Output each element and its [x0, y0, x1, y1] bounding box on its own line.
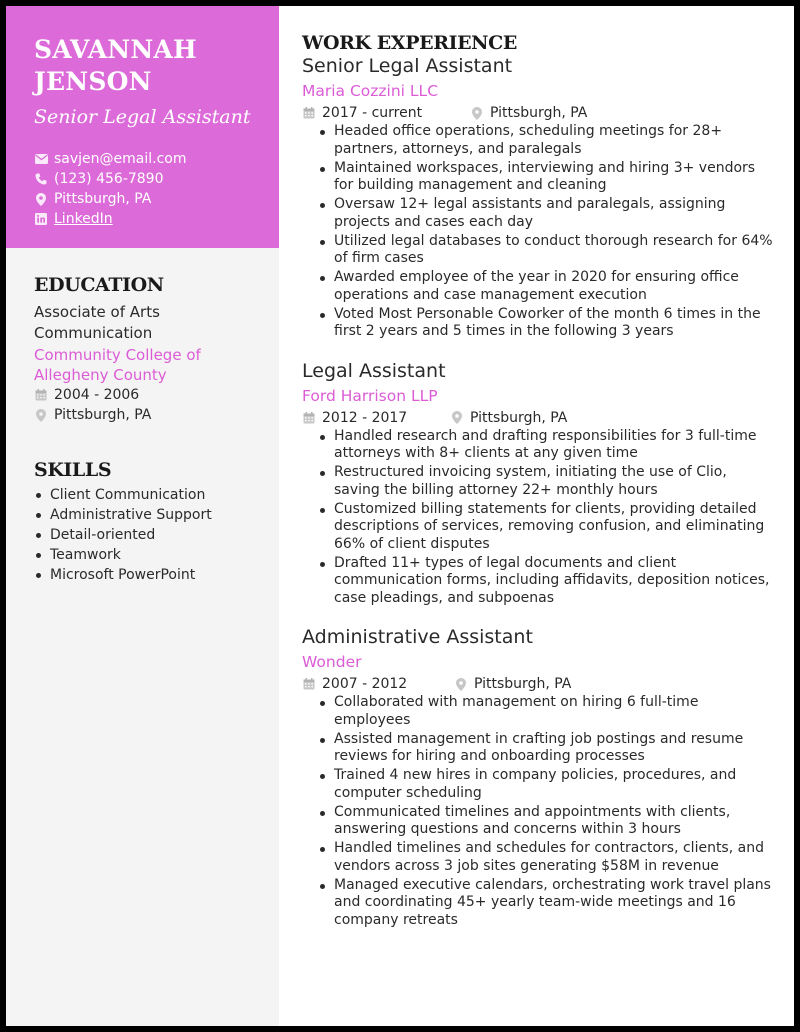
bullet-item: Drafted 11+ types of legal documents and client communication forms, including affidavits, deposition notices, case pleadings, and subpoenas	[318, 555, 777, 608]
location-text: Pittsburgh, PA	[54, 191, 152, 207]
sidebar-body	[6, 274, 279, 585]
school-name	[34, 345, 251, 385]
job-location-text: Pittsburgh, PA	[470, 409, 568, 426]
map-pin-icon	[470, 107, 484, 120]
job-dates	[302, 675, 454, 693]
linkedin-icon	[34, 213, 48, 225]
bullet-item: Handled timelines and schedules for contractors, clients, and vendors across 3 job sites generating $58M in revenue	[318, 840, 777, 875]
calendar-icon	[302, 678, 316, 690]
school-line-1: Community College of	[34, 346, 201, 364]
skill-item: Detail-oriented	[34, 525, 251, 545]
company-name: Ford Harrison LLP	[302, 386, 438, 405]
job-entry	[302, 359, 777, 608]
bullet-item: Customized billing statements for clients, providing detailed descriptions of services, removing confusion, and eliminating 66% of client disputes	[318, 501, 777, 554]
skill-item: Client Communication	[34, 485, 251, 505]
job-bullets	[302, 428, 777, 608]
job-meta	[302, 409, 777, 427]
skills-list	[34, 485, 251, 585]
degree	[34, 302, 251, 344]
bullet-item: Restructured invoicing system, initiating the use of Clio, saving the billing attorney 22+ monthly hours	[318, 464, 777, 499]
job-location	[470, 104, 587, 122]
bullet-item: Oversaw 12+ legal assistants and paralegals, assigning projects and cases each day	[318, 196, 777, 231]
resume-page	[6, 6, 794, 1026]
skill-item: Microsoft PowerPoint	[34, 565, 251, 585]
job-title: Senior Legal Assistant	[302, 55, 513, 77]
candidate-name	[34, 34, 279, 98]
bullet-item: Headed office operations, scheduling meetings for 28+ partners, attorneys, and paralegals	[318, 123, 777, 158]
calendar-icon	[302, 412, 316, 424]
map-pin-icon	[454, 678, 468, 691]
job-entry	[302, 54, 777, 341]
phone-text: (123) 456-7890	[54, 171, 164, 187]
contact-email[interactable]	[34, 149, 279, 169]
degree-line-2: Communication	[34, 324, 153, 342]
job-bullets	[302, 123, 777, 341]
education-dates-text: 2004 - 2006	[54, 387, 140, 403]
name-line-2: JENSON	[34, 67, 152, 96]
school-line-2: Allegheny County	[34, 366, 167, 384]
map-pin-icon	[34, 193, 48, 206]
phone-icon	[34, 173, 48, 185]
bullet-item: Communicated timelines and appointments with clients, answering questions and concerns within 3 hours	[318, 804, 777, 839]
bullet-item: Assisted management in crafting job postings and resume reviews for hiring and onboarding processes	[318, 731, 777, 766]
contact-phone[interactable]	[34, 169, 279, 189]
contact-location	[34, 189, 279, 209]
job-dates-text: 2007 - 2012	[322, 676, 408, 692]
bullet-item: Voted Most Personable Coworker of the month 6 times in the first 2 years and 5 times in the following 3 years	[318, 306, 777, 341]
job-dates-text: 2012 - 2017	[322, 409, 408, 426]
calendar-icon	[34, 389, 48, 401]
skill-item: Administrative Support	[34, 505, 251, 525]
job-location-text: Pittsburgh, PA	[490, 105, 588, 121]
bullet-item: Awarded employee of the year in 2020 for ensuring office operations and case management execution	[318, 269, 777, 304]
job-location-text: Pittsburgh, PA	[474, 676, 572, 692]
map-pin-icon	[34, 409, 48, 422]
linkedin-link[interactable]: LinkedIn	[54, 211, 113, 227]
calendar-icon	[302, 107, 316, 119]
company-name: Wonder	[302, 653, 362, 671]
main-content	[302, 6, 777, 931]
contact-list	[34, 149, 279, 229]
bullet-item: Utilized legal databases to conduct thorough research for 64% of firm cases	[318, 233, 777, 268]
bullet-item: Handled research and drafting responsibilities for 3 full-time attorneys with 8+ clients at any given time	[318, 428, 777, 463]
job-bullets	[302, 694, 777, 929]
job-meta	[302, 675, 777, 693]
bullet-item: Maintained workspaces, interviewing and hiring 3+ vendors for building management and cleaning	[318, 160, 777, 195]
job-title: Legal Assistant	[302, 359, 446, 382]
job-entry	[302, 625, 777, 929]
job-location	[454, 675, 571, 693]
envelope-icon	[34, 154, 48, 164]
skills-heading: SKILLS	[34, 459, 112, 481]
skill-item: Teamwork	[34, 545, 251, 565]
sidebar	[6, 6, 279, 1026]
work-experience-heading: WORK EXPERIENCE	[302, 32, 517, 54]
education-dates	[34, 385, 251, 405]
job-location	[450, 409, 567, 427]
email-text: savjen@email.com	[54, 151, 187, 167]
education-heading: EDUCATION	[34, 274, 164, 296]
job-dates	[302, 409, 450, 427]
education-location-text: Pittsburgh, PA	[54, 407, 152, 423]
job-title: Administrative Assistant	[302, 626, 533, 648]
degree-line-1: Associate of Arts	[34, 303, 160, 321]
candidate-title: Senior Legal Assistant	[34, 106, 251, 128]
job-dates-text: 2017 - current	[322, 105, 423, 121]
education-location	[34, 405, 251, 425]
job-dates	[302, 104, 470, 122]
profile-header	[6, 6, 279, 248]
contact-linkedin[interactable]	[34, 209, 279, 229]
job-meta	[302, 104, 777, 122]
company-name: Maria Cozzini LLC	[302, 82, 439, 100]
map-pin-icon	[450, 411, 464, 424]
name-line-1: SAVANNAH	[34, 35, 197, 64]
bullet-item: Managed executive calendars, orchestrating work travel plans and coordinating 45+ yearly team-wide meetings and 16 company retreats	[318, 877, 777, 930]
bullet-item: Trained 4 new hires in company policies, procedures, and computer scheduling	[318, 767, 777, 802]
bullet-item: Collaborated with management on hiring 6 full-time employees	[318, 694, 777, 729]
